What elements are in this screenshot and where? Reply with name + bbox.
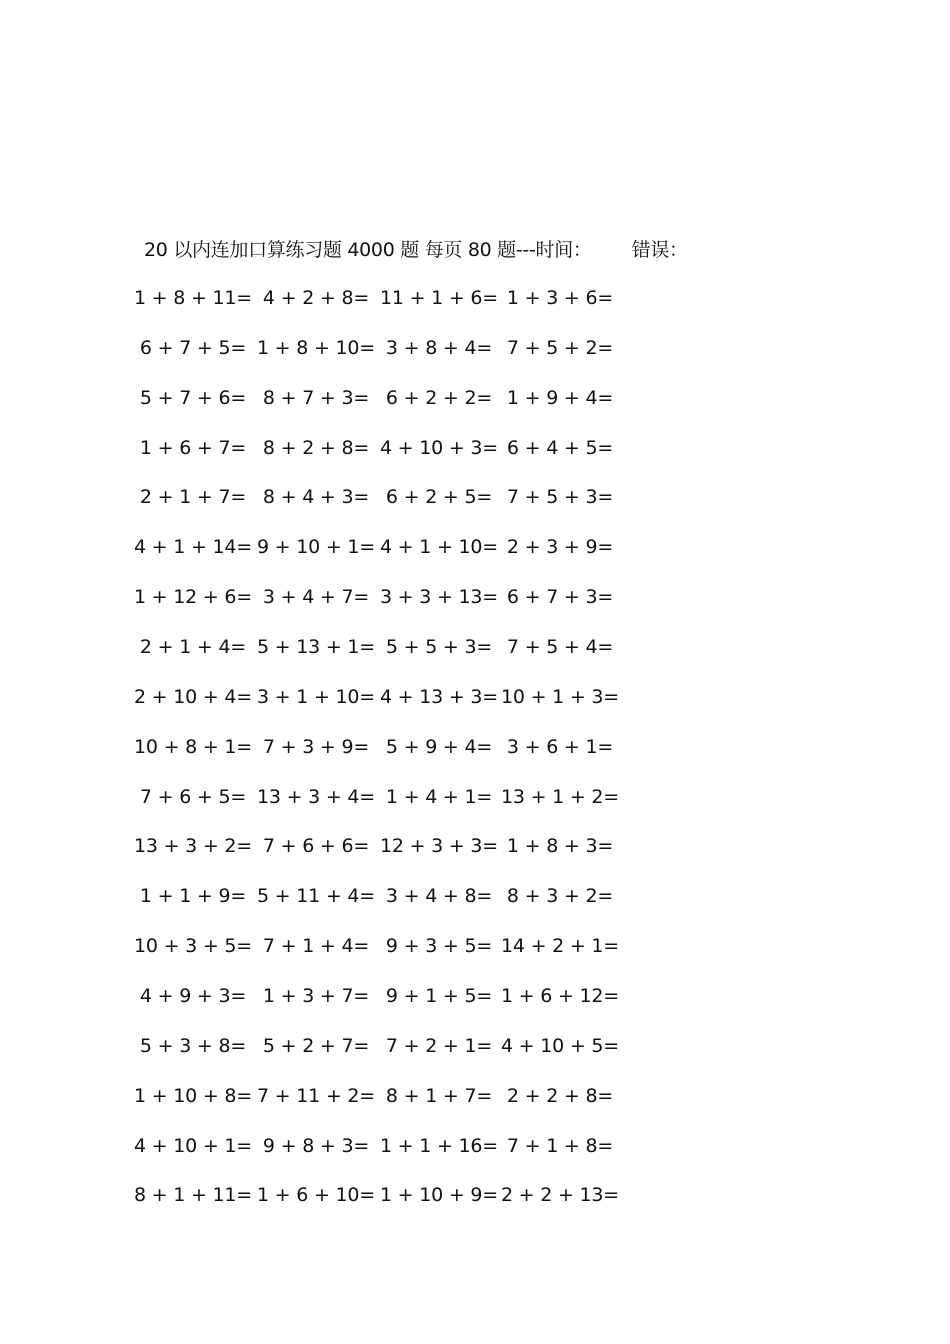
problem-item: 1 + 10 + 8= bbox=[133, 1084, 253, 1107]
problem-item: 3 + 1 + 10= bbox=[256, 685, 376, 708]
problem-item: 8 + 7 + 3= bbox=[262, 386, 370, 409]
problem-item: 4 + 1 + 10= bbox=[379, 536, 499, 559]
problem-item: 10 + 3 + 5= bbox=[133, 935, 253, 958]
problem-item: 6 + 2 + 5= bbox=[385, 486, 493, 509]
problem-item: 6 + 7 + 5= bbox=[139, 336, 247, 359]
problem-item: 11 + 1 + 6= bbox=[379, 287, 499, 309]
problem-item: 13 + 3 + 2= bbox=[133, 835, 253, 858]
problem-item: 1 + 10 + 9= bbox=[379, 1184, 499, 1207]
problem-item: 13 + 1 + 2= bbox=[500, 785, 620, 808]
problem-item: 5 + 2 + 7= bbox=[262, 1034, 370, 1057]
problem-item: 1 + 8 + 3= bbox=[506, 835, 614, 858]
problem-item: 4 + 1 + 14= bbox=[133, 536, 253, 559]
problem-item: 13 + 3 + 4= bbox=[256, 785, 376, 808]
problem-item: 1 + 3 + 6= bbox=[506, 287, 614, 309]
problem-item: 1 + 4 + 1= bbox=[385, 785, 493, 808]
problem-item: 4 + 10 + 5= bbox=[500, 1034, 620, 1057]
problem-item: 12 + 3 + 3= bbox=[379, 835, 499, 858]
problem-item: 1 + 8 + 11= bbox=[133, 287, 253, 309]
problem-item: 10 + 1 + 3= bbox=[500, 685, 620, 708]
problem-item: 5 + 5 + 3= bbox=[385, 636, 493, 658]
problem-item: 7 + 5 + 3= bbox=[506, 486, 614, 509]
problem-item: 3 + 3 + 13= bbox=[379, 586, 499, 609]
problem-item: 6 + 7 + 3= bbox=[506, 586, 614, 609]
problem-item: 7 + 5 + 4= bbox=[506, 636, 614, 658]
problem-item: 10 + 8 + 1= bbox=[133, 735, 253, 758]
problem-item: 9 + 1 + 5= bbox=[385, 984, 493, 1007]
problem-item: 1 + 9 + 4= bbox=[506, 386, 614, 409]
problem-item: 5 + 13 + 1= bbox=[256, 636, 376, 658]
problem-item: 2 + 10 + 4= bbox=[133, 685, 253, 708]
problem-item: 7 + 11 + 2= bbox=[256, 1084, 376, 1107]
problem-item: 3 + 8 + 4= bbox=[385, 336, 493, 359]
title-main: 20 以内连加口算练习题 4000 题 每页 80 题---时间： bbox=[144, 239, 592, 261]
problem-item: 1 + 1 + 9= bbox=[139, 885, 247, 908]
problem-item: 7 + 6 + 5= bbox=[139, 785, 247, 808]
problem-item: 1 + 8 + 10= bbox=[256, 336, 376, 359]
problem-item: 1 + 6 + 12= bbox=[500, 984, 620, 1007]
problem-item: 3 + 4 + 8= bbox=[385, 885, 493, 908]
problem-item: 1 + 6 + 10= bbox=[256, 1184, 376, 1207]
problem-item: 1 + 3 + 7= bbox=[262, 984, 370, 1007]
problem-item: 7 + 6 + 6= bbox=[262, 835, 370, 858]
problem-item: 2 + 1 + 4= bbox=[139, 636, 247, 658]
problem-item: 2 + 1 + 7= bbox=[139, 486, 247, 509]
problem-item: 4 + 13 + 3= bbox=[379, 685, 499, 708]
problem-item: 4 + 2 + 8= bbox=[262, 287, 370, 309]
worksheet-title bbox=[144, 236, 688, 264]
problem-item: 9 + 10 + 1= bbox=[256, 536, 376, 559]
problem-item: 5 + 7 + 6= bbox=[139, 386, 247, 409]
problem-item: 7 + 2 + 1= bbox=[385, 1034, 493, 1057]
problem-item: 8 + 1 + 11= bbox=[133, 1184, 253, 1207]
problem-item: 3 + 4 + 7= bbox=[262, 586, 370, 609]
problem-item: 1 + 6 + 7= bbox=[139, 436, 247, 459]
problem-item: 5 + 9 + 4= bbox=[385, 735, 493, 758]
problem-item: 4 + 9 + 3= bbox=[139, 984, 247, 1007]
problem-item: 6 + 2 + 2= bbox=[385, 386, 493, 409]
problem-item: 8 + 2 + 8= bbox=[262, 436, 370, 459]
problem-item: 7 + 1 + 4= bbox=[262, 935, 370, 958]
problem-item: 7 + 3 + 9= bbox=[262, 735, 370, 758]
problem-item: 7 + 5 + 2= bbox=[506, 336, 614, 359]
problem-item: 1 + 12 + 6= bbox=[133, 586, 253, 609]
problem-item: 7 + 1 + 8= bbox=[506, 1134, 614, 1157]
problem-item: 8 + 4 + 3= bbox=[262, 486, 370, 509]
title-errors: 错误： bbox=[631, 239, 688, 261]
problem-item: 4 + 10 + 3= bbox=[379, 436, 499, 459]
problem-item: 6 + 4 + 5= bbox=[506, 436, 614, 459]
problem-item: 2 + 3 + 9= bbox=[506, 536, 614, 559]
problem-item: 2 + 2 + 8= bbox=[506, 1084, 614, 1107]
problem-item: 8 + 3 + 2= bbox=[506, 885, 614, 908]
problem-item: 2 + 2 + 13= bbox=[500, 1184, 620, 1207]
problem-item: 5 + 11 + 4= bbox=[256, 885, 376, 908]
problem-item: 9 + 3 + 5= bbox=[385, 935, 493, 958]
problem-item: 8 + 1 + 7= bbox=[385, 1084, 493, 1107]
problem-item: 14 + 2 + 1= bbox=[500, 935, 620, 958]
problem-item: 9 + 8 + 3= bbox=[262, 1134, 370, 1157]
problem-item: 4 + 10 + 1= bbox=[133, 1134, 253, 1157]
problem-item: 3 + 6 + 1= bbox=[506, 735, 614, 758]
problem-item: 5 + 3 + 8= bbox=[139, 1034, 247, 1057]
problem-item: 1 + 1 + 16= bbox=[379, 1134, 499, 1157]
